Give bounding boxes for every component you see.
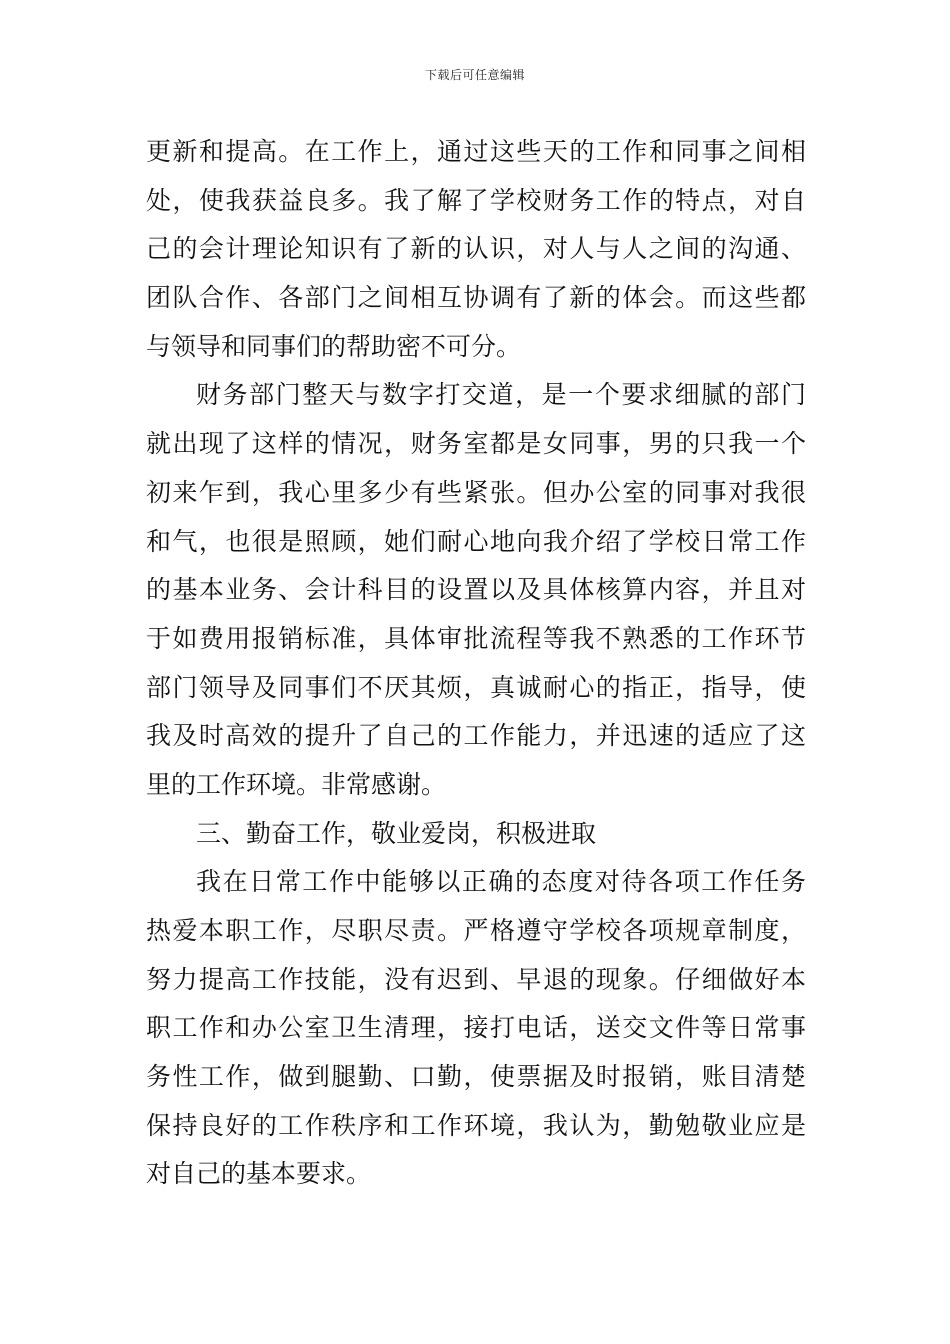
text-line: 和气，也很是照顾，她们耐心地向我介绍了学校日常工作	[146, 526, 806, 556]
text-line: 里的工作环境。非常感谢。	[146, 769, 447, 799]
text-line: 热爱本职工作，尽职尽责。严格遵守学校各项规章制度，	[146, 916, 806, 945]
section-heading	[146, 810, 806, 859]
text-line: 部门领导及同事们不厌其烦，真诚耐心的指正，指导，使	[146, 672, 806, 702]
document-body	[146, 128, 806, 1199]
text-line: 对自己的基本要求。	[146, 1159, 372, 1189]
text-line: 己的会计理论知识有了新的认识，对人与人之间的沟通、	[146, 234, 806, 264]
text-line: 初来乍到，我心里多少有些紧张。但办公室的同事对我很	[146, 477, 806, 507]
section-heading-text: 三、勤奋工作，敬业爱岗，积极进取	[196, 818, 597, 848]
text-line: 财务部门整天与数字打交道，是一个要求细腻的部门	[196, 380, 806, 410]
text-line: 就出现了这样的情况，财务室都是女同事，男的只我一个	[146, 429, 806, 459]
text-line: 团队合作、各部门之间相互协调有了新的体会。而这些都	[146, 283, 806, 313]
text-line: 于如费用报销标准，具体审批流程等我不熟悉的工作环节	[146, 623, 806, 653]
text-line: 我及时高效的提升了自己的工作能力，并迅速的适应了这	[146, 721, 806, 751]
text-line: 与领导和同事们的帮助密不可分。	[146, 331, 522, 361]
text-line: 职工作和办公室卫生清理，接打电话，送交文件等日常事	[146, 1013, 806, 1043]
paragraph-2	[146, 371, 806, 809]
text-line: 更新和提高。在工作上，通过这些天的工作和同事之间相	[146, 137, 806, 166]
text-line: 务性工作，做到腿勤、口勤，使票据及时报销，账目清楚	[146, 1062, 806, 1092]
text-line: 处，使我获益良多。我了解了学校财务工作的特点，对自	[146, 185, 806, 215]
paragraph-3	[146, 858, 806, 1199]
text-line: 努力提高工作技能，没有迟到、早退的现象。仔细做好本	[146, 964, 806, 994]
text-line: 我在日常工作中能够以正确的态度对待各项工作任务	[196, 867, 806, 897]
text-line: 的基本业务、会计科目的设置以及具体核算内容，并且对	[146, 575, 806, 605]
text-line: 保持良好的工作秩序和工作环境，我认为，勤勉敬业应是	[146, 1110, 806, 1140]
header-note: 下载后可任意编辑	[424, 68, 525, 82]
paragraph-1	[146, 128, 806, 371]
